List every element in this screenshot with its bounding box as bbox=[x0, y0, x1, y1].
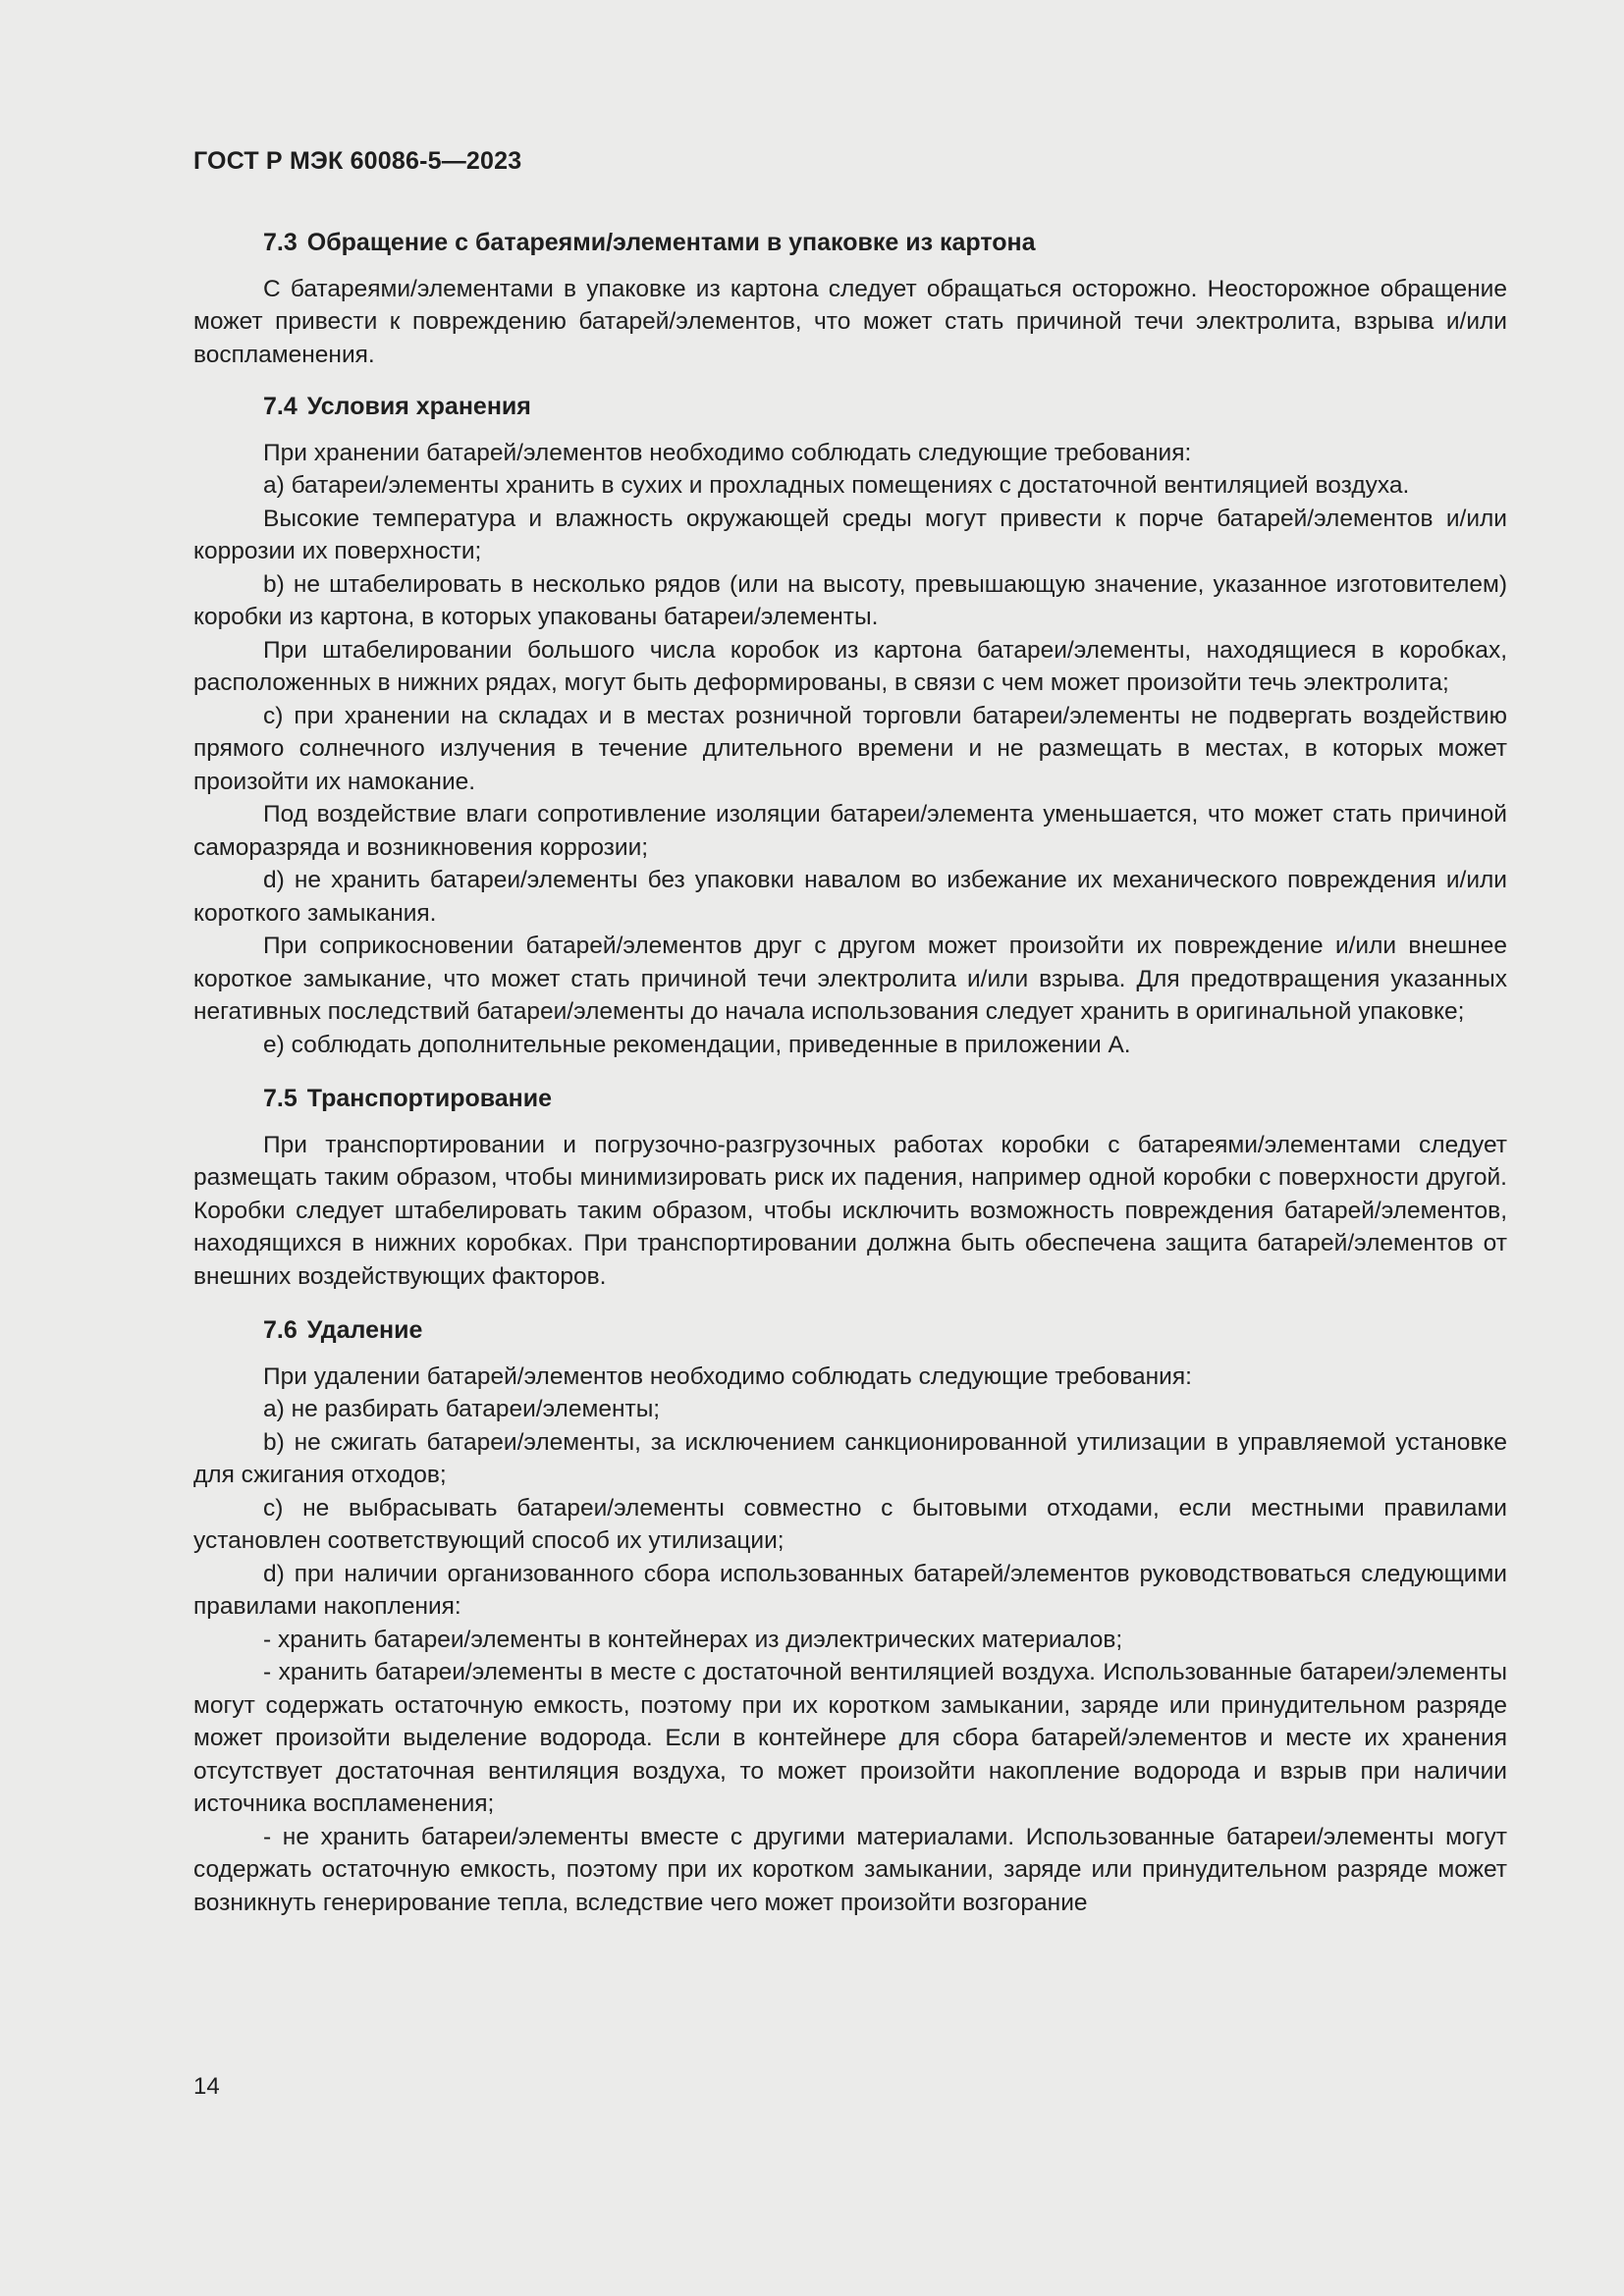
list-item: b) не штабелировать в несколько рядов (или на высоту, превышающую значение, указанное изготовителем) коробки из картона, в которых упакованы батареи/элементы. bbox=[193, 570, 1507, 630]
list-item: е) соблюдать дополнительные рекомендации, приведенные в приложении А. bbox=[263, 1031, 1131, 1058]
page-number: 14 bbox=[193, 2073, 220, 2100]
section-title: Обращение с батареями/элементами в упаковке из картона bbox=[306, 229, 1036, 256]
paragraph: При транспортировании и погрузочно-разгрузочных работах коробки с батареями/элементами следует размещать таким образом, чтобы минимизировать риск их падения, например одной коробки с поверхности другой. Коробки следует штабелировать таким образом, чтобы исключить возможность повреждения батарей/элементов, находящихся в нижних коробках. При транспортировании должна быть обеспечена защита батарей/элементов от внешних воздействующих факторов. bbox=[193, 1131, 1507, 1290]
section-number: 7.6 bbox=[263, 1316, 298, 1344]
paragraph: При соприкосновении батарей/элементов друг с другом может произойти их повреждение и/или внешнее короткое замыкание, что может стать причиной течи электролита и/или взрыва. Для предотвращения указанных негативных последствий батареи/элементы до начала использования следует хранить в оригинальной упаковке; bbox=[193, 933, 1507, 1025]
list-item: b) не сжигать батареи/элементы, за исключением санкционированной утилизации в управляемой установке для сжигания отходов; bbox=[193, 1428, 1507, 1488]
list-item: с) при хранении на складах и в местах розничной торговли батареи/элементы не подвергать воздействию прямого солнечного излучения в течение длительного времени и не размещать в местах, в которых может произойти их намокание. bbox=[193, 702, 1507, 795]
section-heading-7-5 bbox=[193, 1083, 1507, 1115]
paragraph: С батареями/элементами в упаковке из картона следует обращаться осторожно. Неосторожное обращение может привести к повреждению батарей/элементов, что может стать причиной течи электролита, взрыва и/или воспламенения. bbox=[193, 275, 1507, 368]
sub-list-item: - не хранить батареи/элементы вместе с другими материалами. Использованные батареи/элементы могут содержать остаточную емкость, поэтому при их коротком замыкании, заряде или принудительном разряде может возникнуть генерирование тепла, вследствие чего может произойти возгорание bbox=[193, 1823, 1507, 1916]
list-item: а) не разбирать батареи/элементы; bbox=[263, 1396, 661, 1422]
paragraph: При удалении батарей/элементов необходимо соблюдать следующие требования: bbox=[263, 1362, 1192, 1390]
paragraph: Высокие температура и влажность окружающей среды могут привести к порче батарей/элементов и/или коррозии их поверхности; bbox=[193, 505, 1507, 564]
section-number: 7.4 bbox=[263, 393, 298, 420]
section-heading-7-6 bbox=[193, 1314, 1507, 1347]
document-page bbox=[193, 147, 1507, 1919]
sub-list-item: - хранить батареи/элементы в месте с достаточной вентиляцией воздуха. Использованные батареи/элементы могут содержать остаточную емкость, поэтому при их коротком замыкании, заряде или принудительном разряде может произойти выделение водорода. Если в контейнере для сбора батарей/элементов и месте их хранения отсутствует достаточная вентиляция воздуха, то может произойти накопление водорода и взрыв при наличии источника воспламенения; bbox=[193, 1659, 1507, 1817]
section-heading-7-3 bbox=[193, 227, 1507, 259]
section-title: Условия хранения bbox=[306, 393, 531, 420]
section-title: Удаление bbox=[306, 1316, 423, 1344]
section-heading-7-4 bbox=[193, 391, 1507, 423]
list-item: d) не хранить батареи/элементы без упаковки навалом во избежание их механического повреждения и/или короткого замыкания. bbox=[193, 867, 1507, 927]
paragraph: Под воздействие влаги сопротивление изоляции батареи/элемента уменьшается, что может стать причиной саморазряда и возникновения коррозии; bbox=[193, 801, 1507, 861]
list-item: d) при наличии организованного сбора использованных батарей/элементов руководствоваться следующими правилами накопления: bbox=[193, 1560, 1507, 1620]
document-header: ГОСТ Р МЭК 60086-5—2023 bbox=[193, 147, 522, 175]
sub-list-item: - хранить батареи/элементы в контейнерах из диэлектрических материалов; bbox=[263, 1626, 1123, 1653]
section-number: 7.5 bbox=[263, 1085, 298, 1112]
section-number: 7.3 bbox=[263, 229, 298, 256]
paragraph: При хранении батарей/элементов необходимо соблюдать следующие требования: bbox=[263, 439, 1192, 466]
paragraph: При штабелировании большого числа коробок из картона батареи/элементы, находящиеся в коробках, расположенных в нижних рядах, могут быть деформированы, в связи с чем может произойти течь электролита; bbox=[193, 636, 1507, 696]
list-item: с) не выбрасывать батареи/элементы совместно с бытовыми отходами, если местными правилами установлен соответствующий способ их утилизации; bbox=[193, 1494, 1507, 1554]
section-title: Транспортирование bbox=[306, 1085, 553, 1112]
list-item: а) батареи/элементы хранить в сухих и прохладных помещениях с достаточной вентиляцией воздуха. bbox=[263, 472, 1410, 499]
